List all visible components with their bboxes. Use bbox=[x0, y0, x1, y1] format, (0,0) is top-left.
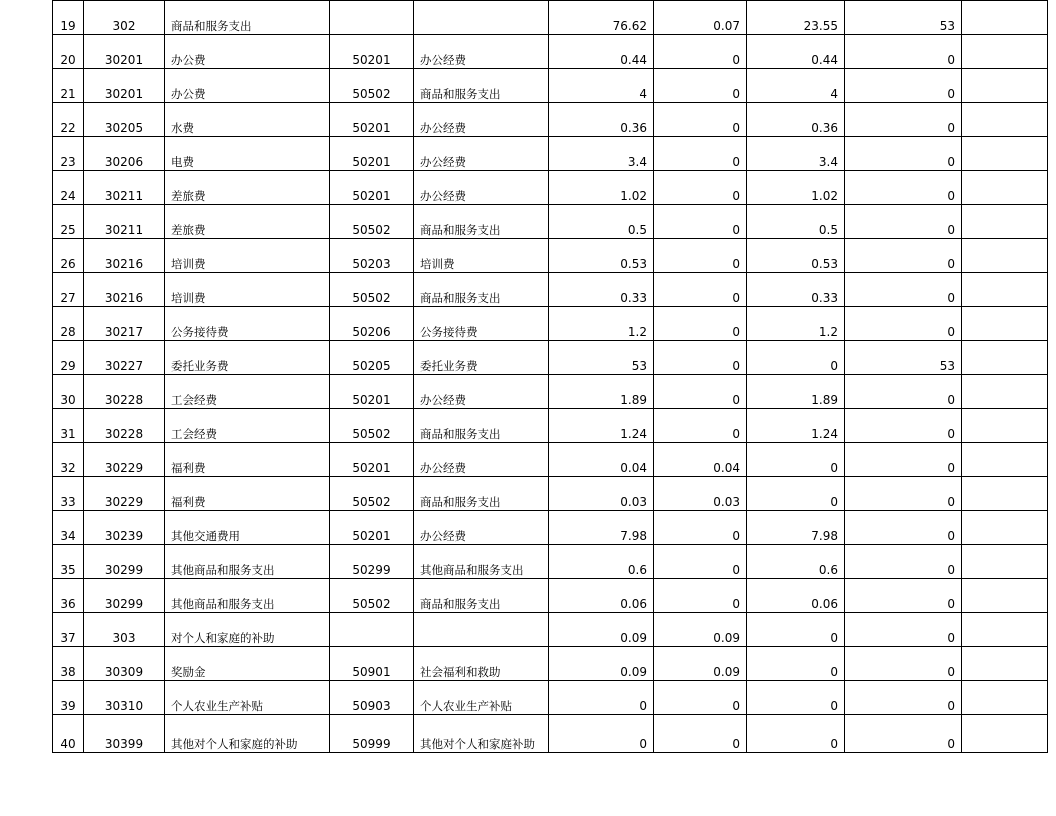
empty-cell bbox=[962, 205, 1048, 239]
empty-cell bbox=[962, 137, 1048, 171]
table-row bbox=[53, 341, 1048, 375]
amount-cell-4: 0 bbox=[845, 409, 962, 443]
total-amount-cell: 0.33 bbox=[549, 273, 654, 307]
function-name-cell: 办公经费 bbox=[414, 171, 549, 205]
amount-cell-4: 0 bbox=[845, 307, 962, 341]
economic-name-cell: 培训费 bbox=[165, 239, 330, 273]
empty-cell bbox=[962, 409, 1048, 443]
function-code-cell: 50502 bbox=[330, 205, 414, 239]
economic-code-cell: 30229 bbox=[84, 443, 165, 477]
amount-cell-3: 23.55 bbox=[747, 1, 845, 35]
economic-code-cell: 302 bbox=[84, 1, 165, 35]
total-amount-cell: 0 bbox=[549, 715, 654, 753]
row-number-cell: 27 bbox=[53, 273, 84, 307]
amount-cell-3: 7.98 bbox=[747, 511, 845, 545]
amount-cell-3: 0.44 bbox=[747, 35, 845, 69]
amount-cell-4: 0 bbox=[845, 35, 962, 69]
table-row bbox=[53, 103, 1048, 137]
function-code-cell: 50201 bbox=[330, 35, 414, 69]
function-code-cell: 50201 bbox=[330, 103, 414, 137]
function-code-cell: 50299 bbox=[330, 545, 414, 579]
function-code-cell: 50201 bbox=[330, 443, 414, 477]
empty-cell bbox=[962, 545, 1048, 579]
total-amount-cell: 0.6 bbox=[549, 545, 654, 579]
amount-cell-3: 0.06 bbox=[747, 579, 845, 613]
amount-cell-4: 0 bbox=[845, 103, 962, 137]
amount-cell-3: 0 bbox=[747, 681, 845, 715]
total-amount-cell: 0.03 bbox=[549, 477, 654, 511]
function-code-cell: 50903 bbox=[330, 681, 414, 715]
row-number-cell: 38 bbox=[53, 647, 84, 681]
amount-cell-3: 0.53 bbox=[747, 239, 845, 273]
row-number-cell: 28 bbox=[53, 307, 84, 341]
economic-name-cell: 其他商品和服务支出 bbox=[165, 545, 330, 579]
economic-code-cell: 30299 bbox=[84, 579, 165, 613]
table-row bbox=[53, 69, 1048, 103]
economic-code-cell: 30227 bbox=[84, 341, 165, 375]
row-number-cell: 20 bbox=[53, 35, 84, 69]
row-number-cell: 31 bbox=[53, 409, 84, 443]
amount-cell-3: 0 bbox=[747, 443, 845, 477]
amount-cell-2: 0 bbox=[654, 239, 747, 273]
amount-cell-2: 0 bbox=[654, 69, 747, 103]
amount-cell-2: 0 bbox=[654, 545, 747, 579]
amount-cell-3: 0.33 bbox=[747, 273, 845, 307]
table-row bbox=[53, 681, 1048, 715]
amount-cell-4: 0 bbox=[845, 443, 962, 477]
amount-cell-2: 0 bbox=[654, 715, 747, 753]
economic-code-cell: 30205 bbox=[84, 103, 165, 137]
amount-cell-2: 0.03 bbox=[654, 477, 747, 511]
economic-code-cell: 30206 bbox=[84, 137, 165, 171]
row-number-cell: 34 bbox=[53, 511, 84, 545]
total-amount-cell: 0.09 bbox=[549, 647, 654, 681]
amount-cell-4: 0 bbox=[845, 137, 962, 171]
total-amount-cell: 0.5 bbox=[549, 205, 654, 239]
function-code-cell: 50999 bbox=[330, 715, 414, 753]
amount-cell-2: 0 bbox=[654, 511, 747, 545]
amount-cell-2: 0 bbox=[654, 341, 747, 375]
row-number-cell: 40 bbox=[53, 715, 84, 753]
amount-cell-4: 53 bbox=[845, 341, 962, 375]
economic-code-cell: 30310 bbox=[84, 681, 165, 715]
table-row bbox=[53, 273, 1048, 307]
economic-name-cell: 福利费 bbox=[165, 477, 330, 511]
table-row bbox=[53, 613, 1048, 647]
function-name-cell: 商品和服务支出 bbox=[414, 409, 549, 443]
function-code-cell: 50203 bbox=[330, 239, 414, 273]
economic-name-cell: 其他对个人和家庭的补助 bbox=[165, 715, 330, 753]
amount-cell-4: 0 bbox=[845, 205, 962, 239]
empty-cell bbox=[962, 273, 1048, 307]
amount-cell-4: 0 bbox=[845, 579, 962, 613]
total-amount-cell: 3.4 bbox=[549, 137, 654, 171]
empty-cell bbox=[962, 647, 1048, 681]
row-number-cell: 35 bbox=[53, 545, 84, 579]
function-name-cell: 商品和服务支出 bbox=[414, 477, 549, 511]
function-name-cell: 培训费 bbox=[414, 239, 549, 273]
function-name-cell: 办公经费 bbox=[414, 35, 549, 69]
function-name-cell: 商品和服务支出 bbox=[414, 205, 549, 239]
economic-code-cell: 30216 bbox=[84, 273, 165, 307]
table-row bbox=[53, 307, 1048, 341]
table-row bbox=[53, 409, 1048, 443]
economic-code-cell: 30229 bbox=[84, 477, 165, 511]
amount-cell-3: 0 bbox=[747, 341, 845, 375]
table-row bbox=[53, 375, 1048, 409]
function-name-cell: 办公经费 bbox=[414, 137, 549, 171]
amount-cell-2: 0.09 bbox=[654, 613, 747, 647]
table-row bbox=[53, 647, 1048, 681]
amount-cell-2: 0 bbox=[654, 409, 747, 443]
empty-cell bbox=[962, 681, 1048, 715]
table-row bbox=[53, 239, 1048, 273]
amount-cell-2: 0 bbox=[654, 579, 747, 613]
economic-name-cell: 福利费 bbox=[165, 443, 330, 477]
amount-cell-3: 1.89 bbox=[747, 375, 845, 409]
row-number-cell: 39 bbox=[53, 681, 84, 715]
economic-name-cell: 委托业务费 bbox=[165, 341, 330, 375]
amount-cell-2: 0 bbox=[654, 681, 747, 715]
empty-cell bbox=[962, 171, 1048, 205]
row-number-cell: 22 bbox=[53, 103, 84, 137]
amount-cell-3: 0 bbox=[747, 613, 845, 647]
table-row bbox=[53, 443, 1048, 477]
row-number-cell: 30 bbox=[53, 375, 84, 409]
amount-cell-4: 0 bbox=[845, 545, 962, 579]
empty-cell bbox=[962, 103, 1048, 137]
function-name-cell: 个人农业生产补贴 bbox=[414, 681, 549, 715]
amount-cell-4: 0 bbox=[845, 375, 962, 409]
economic-name-cell: 水费 bbox=[165, 103, 330, 137]
function-name-cell: 商品和服务支出 bbox=[414, 273, 549, 307]
economic-name-cell: 商品和服务支出 bbox=[165, 1, 330, 35]
amount-cell-4: 0 bbox=[845, 171, 962, 205]
amount-cell-4: 0 bbox=[845, 69, 962, 103]
function-name-cell: 社会福利和救助 bbox=[414, 647, 549, 681]
function-name-cell: 商品和服务支出 bbox=[414, 69, 549, 103]
function-name-cell: 办公经费 bbox=[414, 511, 549, 545]
amount-cell-2: 0 bbox=[654, 375, 747, 409]
amount-cell-4: 0 bbox=[845, 511, 962, 545]
row-number-cell: 24 bbox=[53, 171, 84, 205]
amount-cell-2: 0 bbox=[654, 205, 747, 239]
total-amount-cell: 1.89 bbox=[549, 375, 654, 409]
economic-code-cell: 30211 bbox=[84, 171, 165, 205]
economic-name-cell: 其他交通费用 bbox=[165, 511, 330, 545]
economic-code-cell: 30399 bbox=[84, 715, 165, 753]
function-code-cell: 50201 bbox=[330, 137, 414, 171]
function-name-cell: 办公经费 bbox=[414, 103, 549, 137]
empty-cell bbox=[962, 239, 1048, 273]
empty-cell bbox=[962, 613, 1048, 647]
total-amount-cell: 0.36 bbox=[549, 103, 654, 137]
amount-cell-2: 0 bbox=[654, 273, 747, 307]
economic-name-cell: 对个人和家庭的补助 bbox=[165, 613, 330, 647]
empty-cell bbox=[962, 35, 1048, 69]
function-name-cell: 商品和服务支出 bbox=[414, 579, 549, 613]
amount-cell-4: 53 bbox=[845, 1, 962, 35]
total-amount-cell: 0.04 bbox=[549, 443, 654, 477]
amount-cell-2: 0 bbox=[654, 307, 747, 341]
budget-table-body bbox=[53, 1, 1048, 753]
table-row bbox=[53, 715, 1048, 753]
empty-cell bbox=[962, 715, 1048, 753]
empty-cell bbox=[962, 1, 1048, 35]
amount-cell-3: 1.24 bbox=[747, 409, 845, 443]
total-amount-cell: 0 bbox=[549, 681, 654, 715]
row-number-cell: 37 bbox=[53, 613, 84, 647]
function-code-cell: 50502 bbox=[330, 273, 414, 307]
amount-cell-3: 0 bbox=[747, 715, 845, 753]
amount-cell-3: 4 bbox=[747, 69, 845, 103]
empty-cell bbox=[962, 511, 1048, 545]
function-name-cell bbox=[414, 613, 549, 647]
table-row bbox=[53, 545, 1048, 579]
economic-name-cell: 奖励金 bbox=[165, 647, 330, 681]
function-code-cell: 50502 bbox=[330, 477, 414, 511]
amount-cell-2: 0.07 bbox=[654, 1, 747, 35]
economic-name-cell: 电费 bbox=[165, 137, 330, 171]
function-name-cell: 公务接待费 bbox=[414, 307, 549, 341]
economic-code-cell: 30228 bbox=[84, 375, 165, 409]
economic-code-cell: 30239 bbox=[84, 511, 165, 545]
row-number-cell: 25 bbox=[53, 205, 84, 239]
total-amount-cell: 7.98 bbox=[549, 511, 654, 545]
economic-code-cell: 30201 bbox=[84, 35, 165, 69]
total-amount-cell: 53 bbox=[549, 341, 654, 375]
amount-cell-2: 0 bbox=[654, 171, 747, 205]
function-code-cell: 50201 bbox=[330, 171, 414, 205]
amount-cell-3: 0.6 bbox=[747, 545, 845, 579]
empty-cell bbox=[962, 341, 1048, 375]
total-amount-cell: 0.53 bbox=[549, 239, 654, 273]
table-row bbox=[53, 35, 1048, 69]
economic-name-cell: 差旅费 bbox=[165, 171, 330, 205]
economic-name-cell: 差旅费 bbox=[165, 205, 330, 239]
amount-cell-4: 0 bbox=[845, 273, 962, 307]
row-number-cell: 19 bbox=[53, 1, 84, 35]
empty-cell bbox=[962, 477, 1048, 511]
function-code-cell: 50205 bbox=[330, 341, 414, 375]
amount-cell-3: 0 bbox=[747, 647, 845, 681]
economic-name-cell: 办公费 bbox=[165, 35, 330, 69]
total-amount-cell: 1.02 bbox=[549, 171, 654, 205]
economic-code-cell: 30211 bbox=[84, 205, 165, 239]
row-number-cell: 36 bbox=[53, 579, 84, 613]
table-row bbox=[53, 1, 1048, 35]
amount-cell-2: 0.04 bbox=[654, 443, 747, 477]
function-code-cell: 50206 bbox=[330, 307, 414, 341]
function-name-cell: 办公经费 bbox=[414, 375, 549, 409]
amount-cell-2: 0.09 bbox=[654, 647, 747, 681]
economic-code-cell: 30299 bbox=[84, 545, 165, 579]
total-amount-cell: 76.62 bbox=[549, 1, 654, 35]
economic-code-cell: 30201 bbox=[84, 69, 165, 103]
total-amount-cell: 4 bbox=[549, 69, 654, 103]
economic-code-cell: 30228 bbox=[84, 409, 165, 443]
function-code-cell: 50502 bbox=[330, 409, 414, 443]
function-name-cell: 其他对个人和家庭补助 bbox=[414, 715, 549, 753]
economic-code-cell: 30216 bbox=[84, 239, 165, 273]
empty-cell bbox=[962, 579, 1048, 613]
amount-cell-3: 3.4 bbox=[747, 137, 845, 171]
function-code-cell: 50201 bbox=[330, 375, 414, 409]
table-row bbox=[53, 511, 1048, 545]
empty-cell bbox=[962, 69, 1048, 103]
function-code-cell: 50502 bbox=[330, 579, 414, 613]
amount-cell-3: 0.5 bbox=[747, 205, 845, 239]
amount-cell-3: 0 bbox=[747, 477, 845, 511]
function-code-cell bbox=[330, 613, 414, 647]
economic-code-cell: 30309 bbox=[84, 647, 165, 681]
function-code-cell: 50502 bbox=[330, 69, 414, 103]
total-amount-cell: 0.44 bbox=[549, 35, 654, 69]
total-amount-cell: 0.06 bbox=[549, 579, 654, 613]
economic-name-cell: 个人农业生产补贴 bbox=[165, 681, 330, 715]
table-row bbox=[53, 477, 1048, 511]
amount-cell-4: 0 bbox=[845, 647, 962, 681]
empty-cell bbox=[962, 375, 1048, 409]
total-amount-cell: 1.24 bbox=[549, 409, 654, 443]
row-number-cell: 29 bbox=[53, 341, 84, 375]
table-row bbox=[53, 171, 1048, 205]
table-row bbox=[53, 137, 1048, 171]
amount-cell-2: 0 bbox=[654, 103, 747, 137]
amount-cell-2: 0 bbox=[654, 35, 747, 69]
row-number-cell: 23 bbox=[53, 137, 84, 171]
amount-cell-4: 0 bbox=[845, 681, 962, 715]
economic-name-cell: 公务接待费 bbox=[165, 307, 330, 341]
function-name-cell: 其他商品和服务支出 bbox=[414, 545, 549, 579]
function-code-cell: 50901 bbox=[330, 647, 414, 681]
economic-name-cell: 工会经费 bbox=[165, 409, 330, 443]
amount-cell-3: 0.36 bbox=[747, 103, 845, 137]
function-name-cell bbox=[414, 1, 549, 35]
economic-name-cell: 办公费 bbox=[165, 69, 330, 103]
empty-cell bbox=[962, 307, 1048, 341]
economic-name-cell: 工会经费 bbox=[165, 375, 330, 409]
economic-name-cell: 培训费 bbox=[165, 273, 330, 307]
table-row bbox=[53, 579, 1048, 613]
row-number-cell: 32 bbox=[53, 443, 84, 477]
function-code-cell bbox=[330, 1, 414, 35]
budget-table bbox=[52, 0, 1048, 753]
empty-cell bbox=[962, 443, 1048, 477]
amount-cell-4: 0 bbox=[845, 477, 962, 511]
function-code-cell: 50201 bbox=[330, 511, 414, 545]
function-name-cell: 办公经费 bbox=[414, 443, 549, 477]
row-number-cell: 26 bbox=[53, 239, 84, 273]
total-amount-cell: 0.09 bbox=[549, 613, 654, 647]
amount-cell-4: 0 bbox=[845, 613, 962, 647]
row-number-cell: 33 bbox=[53, 477, 84, 511]
economic-code-cell: 303 bbox=[84, 613, 165, 647]
amount-cell-4: 0 bbox=[845, 715, 962, 753]
table-row bbox=[53, 205, 1048, 239]
amount-cell-3: 1.02 bbox=[747, 171, 845, 205]
function-name-cell: 委托业务费 bbox=[414, 341, 549, 375]
amount-cell-4: 0 bbox=[845, 239, 962, 273]
row-number-cell: 21 bbox=[53, 69, 84, 103]
total-amount-cell: 1.2 bbox=[549, 307, 654, 341]
economic-name-cell: 其他商品和服务支出 bbox=[165, 579, 330, 613]
amount-cell-3: 1.2 bbox=[747, 307, 845, 341]
amount-cell-2: 0 bbox=[654, 137, 747, 171]
economic-code-cell: 30217 bbox=[84, 307, 165, 341]
